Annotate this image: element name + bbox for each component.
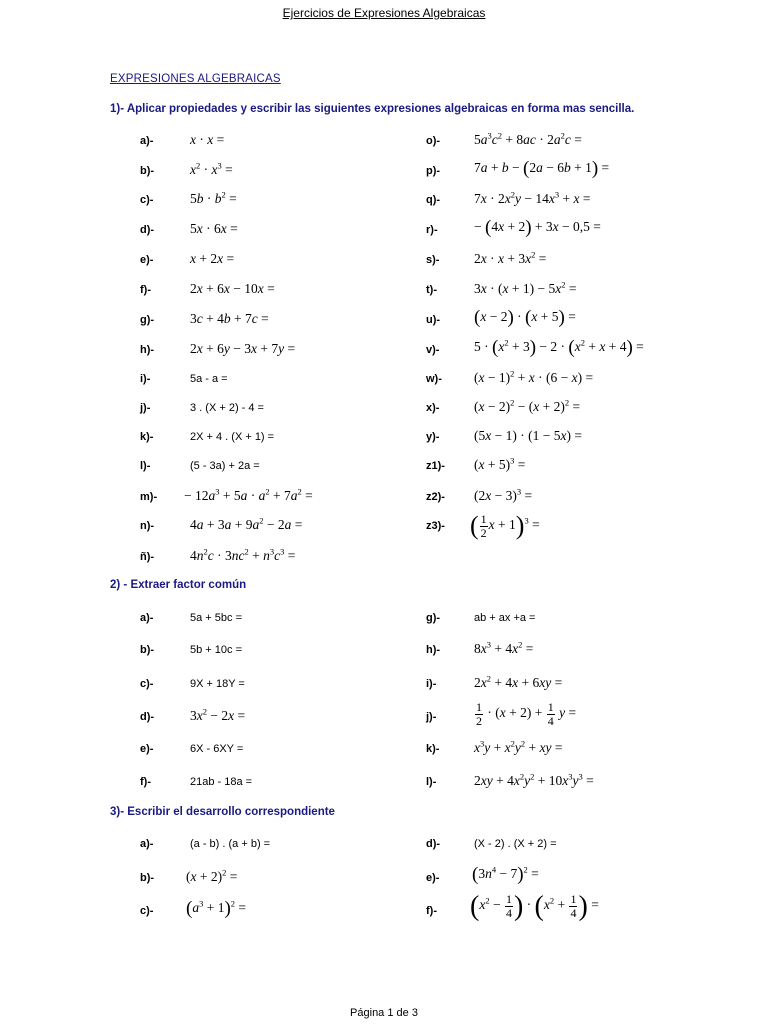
expr-2k: $x^3y + x^2y^2$ + xy = <box>474 738 563 755</box>
expr-3c: $(a^3 + 1)^2$ = <box>186 898 247 919</box>
label-1i: i)- <box>140 373 151 385</box>
expr-1y: (5x − 1) · (1 − 5x) = <box>474 428 582 443</box>
label-1z3: z3)- <box>426 520 445 532</box>
expr-3f: ($x^2$ − $\frac{1}{4}$ ) · ($x^2$ + $\frac{1}{4}$ ) = <box>470 891 599 923</box>
label-1e: e)- <box>140 254 154 266</box>
label-3c: c)- <box>140 905 154 917</box>
label-1j: j)- <box>140 402 151 414</box>
label-1f: f)- <box>140 284 151 296</box>
label-2j: j)- <box>426 711 437 723</box>
expr-1v: $5 \cdot (x^2 + 3) - 2 \cdot (x^2 + x + 4)$ = <box>474 337 644 358</box>
page-footer: Página 1 de 3 <box>350 1007 418 1019</box>
label-1y: y)- <box>426 431 440 443</box>
document-title: Ejercicios de Expresiones Algebraicas <box>282 6 486 20</box>
expr-2f: 21ab - 18a = <box>190 776 253 788</box>
label-2h: h)- <box>426 644 441 656</box>
expr-1w: $(x - 1)^2 + x \cdot (6 - x)$ = <box>474 368 594 385</box>
section-2-heading: 2) - Extraer factor común <box>110 579 247 591</box>
label-1s: s)- <box>426 254 440 266</box>
label-1n: n)- <box>140 520 155 532</box>
label-1h: h)- <box>140 344 155 356</box>
expr-2a: 5a + 5bc = <box>190 612 242 624</box>
expr-2c: 9X + 18Y = <box>190 678 245 690</box>
label-2k: k)- <box>426 743 440 755</box>
expr-1x: $(x - 2)^2 - (x + 2)^2$ = <box>474 397 581 414</box>
expr-1s: $2x \cdot x + 3x^2$ = <box>474 249 547 266</box>
expr-1e: x + 2x = <box>190 251 235 266</box>
label-3b: b)- <box>140 872 155 884</box>
expr-1k: 2X + 4 . (X + 1) = <box>190 431 275 443</box>
main-heading: EXPRESIONES ALGEBRAICAS <box>110 73 281 85</box>
expr-1o: $5a^3c^2 + 8ac \cdot 2a^2c$ = <box>474 130 582 147</box>
expr-3d: (X - 2) . (X + 2) = <box>474 838 557 850</box>
label-2e: e)- <box>140 743 154 755</box>
expr-1m: − $12a^3 + 5a \cdot a^2 + 7a^2$ = <box>184 486 313 503</box>
expr-1q: $7x \cdot 2x^2y - 14x^3 + x$ = <box>474 189 591 206</box>
label-2d: d)- <box>140 711 155 723</box>
expr-1j: 3 . (X + 2) - 4 = <box>190 402 264 414</box>
label-1z2: z2)- <box>426 491 445 503</box>
expr-1r: − (4x + 2) + 3x − 0,5 = <box>474 217 601 238</box>
expr-1h: 2x + 6y − 3x + 7y = <box>190 341 296 356</box>
expr-3e: $(3n^4 - 7)^2$ = <box>472 864 539 885</box>
label-3d: d)- <box>426 838 441 850</box>
expr-2d: $3x^2 - 2x$ = <box>190 706 246 723</box>
expr-1l: (5 - 3a) + 2a = <box>190 460 260 472</box>
expr-1a: x · x = <box>190 132 225 147</box>
label-1n-tilde: ñ)- <box>140 551 155 563</box>
expr-3a: (a - b) . (a + b) = <box>190 838 271 850</box>
label-1k: k)- <box>140 431 154 443</box>
label-1u: u)- <box>426 314 441 326</box>
expr-2b: 5b + 10c = <box>190 644 242 656</box>
expr-3b: $(x + 2)^2$ = <box>186 867 238 884</box>
label-1z1: z1)- <box>426 460 445 472</box>
expr-2j: $\frac{1}{2}$ · (x + 2) + $\frac{1}{4}$ y = <box>476 700 577 728</box>
expr-1u: (x − 2) · (x + 5) = <box>474 307 576 328</box>
expr-1d: 5x · 6x = <box>190 221 238 236</box>
label-2a: a)- <box>140 612 154 624</box>
expr-1c: $5b \cdot b^2$ = <box>190 189 237 206</box>
label-1v: v)- <box>426 344 440 356</box>
expr-1z2: $(2x - 3)^3$ = <box>474 486 533 503</box>
expr-1n-tilde: $4n^2c \cdot 3nc^2 + n^3c^3$ = <box>190 546 296 563</box>
label-1a: a)- <box>140 135 154 147</box>
label-1c: c)- <box>140 194 154 206</box>
label-3e: e)- <box>426 872 440 884</box>
label-1r: r)- <box>426 224 438 236</box>
label-2l: l)- <box>426 776 437 788</box>
label-1b: b)- <box>140 165 155 177</box>
expr-1z1: $(x + 5)^3$ = <box>474 455 526 472</box>
expr-1b: $x^2 \cdot x^3$ = <box>190 160 233 177</box>
label-1p: p)- <box>426 165 441 177</box>
label-2i: i)- <box>426 678 437 690</box>
expr-1p: 7a + b − (2a − 6b + 1) = <box>474 158 610 179</box>
label-2b: b)- <box>140 644 155 656</box>
expr-2e: 6X - 6XY = <box>190 743 244 755</box>
label-2c: c)- <box>140 678 154 690</box>
expr-2h: $8x^3 + 4x^2$ = <box>474 639 534 656</box>
label-1l: l)- <box>140 460 151 472</box>
label-1o: o)- <box>426 135 441 147</box>
label-1q: q)- <box>426 194 441 206</box>
label-2f: f)- <box>140 776 151 788</box>
expr-2i: $2x^2 + 4x + 6xy$ = <box>474 673 563 690</box>
expr-1f: 2x + 6x − 10x = <box>190 281 275 296</box>
label-1g: g)- <box>140 314 155 326</box>
expr-1t: $3x \cdot (x + 1) - 5x^2$ = <box>474 279 577 296</box>
section-3-heading: 3)- Escribir el desarrollo correspondiente <box>110 806 335 818</box>
expr-2l: $2xy + 4x^2y^2 + 10x^3y^3$ = <box>474 771 594 788</box>
label-1x: x)- <box>426 402 440 414</box>
expr-1g: 3c + 4b + 7c = <box>190 311 269 326</box>
expr-1n: $4a + 3a + 9a^2 - 2a$ = <box>190 515 303 532</box>
label-1d: d)- <box>140 224 155 236</box>
expr-1z3: ( $\frac{1}{2}$ x + 1)$^3$ = <box>470 511 540 541</box>
label-2g: g)- <box>426 612 441 624</box>
label-1w: w)- <box>426 373 442 385</box>
label-3a: a)- <box>140 838 154 850</box>
label-1m: m)- <box>140 491 158 503</box>
label-3f: f)- <box>426 905 437 917</box>
label-1t: t)- <box>426 284 437 296</box>
section-1-heading: 1)- Aplicar propiedades y escribir las siguientes expresiones algebraicas en forma mas sencilla. <box>110 103 635 115</box>
expr-1i: 5a - a = <box>190 373 228 385</box>
expr-2g: ab + ax +a = <box>474 612 536 624</box>
